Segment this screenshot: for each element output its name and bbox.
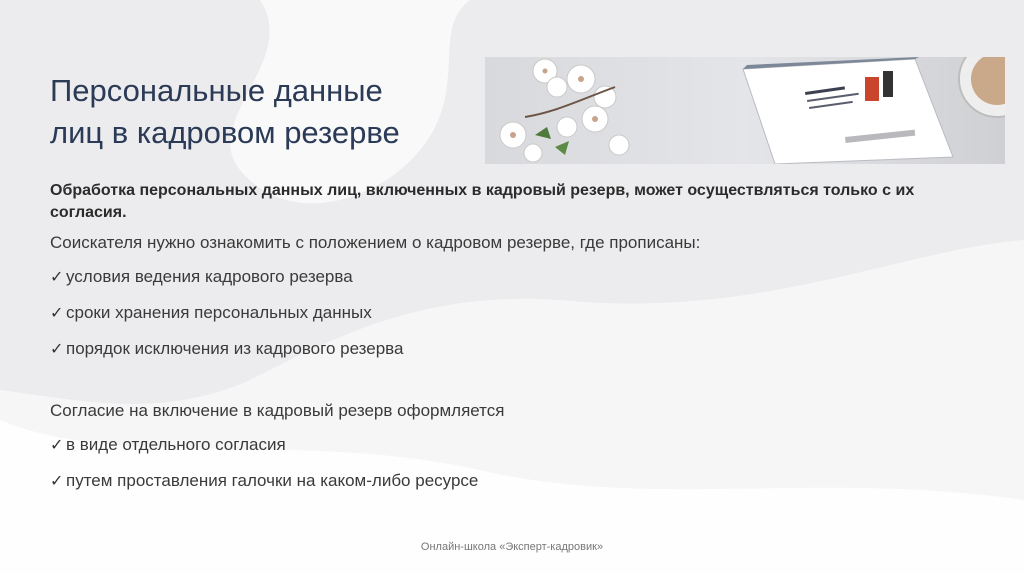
list-item-text: путем проставления галочки на каком-либо ресурсе xyxy=(66,471,479,490)
checkmark-icon: ✓ xyxy=(50,269,64,286)
list-item xyxy=(50,302,990,325)
title-line-1: Персональные данные xyxy=(50,73,383,108)
list-item-text: в виде отдельного согласия xyxy=(66,435,286,454)
list-item xyxy=(50,338,990,361)
checkmark-icon: ✓ xyxy=(50,305,64,322)
page-title xyxy=(50,70,470,154)
consent-methods-list xyxy=(50,434,990,493)
intro-paragraph: Соискателя нужно ознакомить с положением о кадровом резерве, где прописаны: xyxy=(50,233,701,252)
title-line-2: лиц в кадровом резерве xyxy=(50,115,400,150)
list-item-text: порядок исключения из кадрового резерва xyxy=(66,339,404,358)
consent-paragraph: Согласие на включение в кадровый резерв оформляется xyxy=(50,401,505,420)
header-photo xyxy=(485,57,1005,164)
checkmark-icon: ✓ xyxy=(50,341,64,358)
footer-caption: Онлайн-школа «Эксперт-кадровик» xyxy=(420,541,604,553)
list-item-text: сроки хранения персональных данных xyxy=(66,303,372,322)
list-item xyxy=(50,266,990,289)
reserve-conditions-list xyxy=(50,266,990,361)
list-item xyxy=(50,434,990,457)
lead-statement: Обработка персональных данных лиц, включенных в кадровый резерв, может осуществляться только с их согласия. xyxy=(50,182,915,221)
slide-content xyxy=(50,180,990,506)
list-item-text: условия ведения кадрового резерва xyxy=(66,267,353,286)
checkmark-icon: ✓ xyxy=(50,437,64,454)
list-item xyxy=(50,470,990,493)
checkmark-icon: ✓ xyxy=(50,473,64,490)
spacer xyxy=(50,374,990,400)
